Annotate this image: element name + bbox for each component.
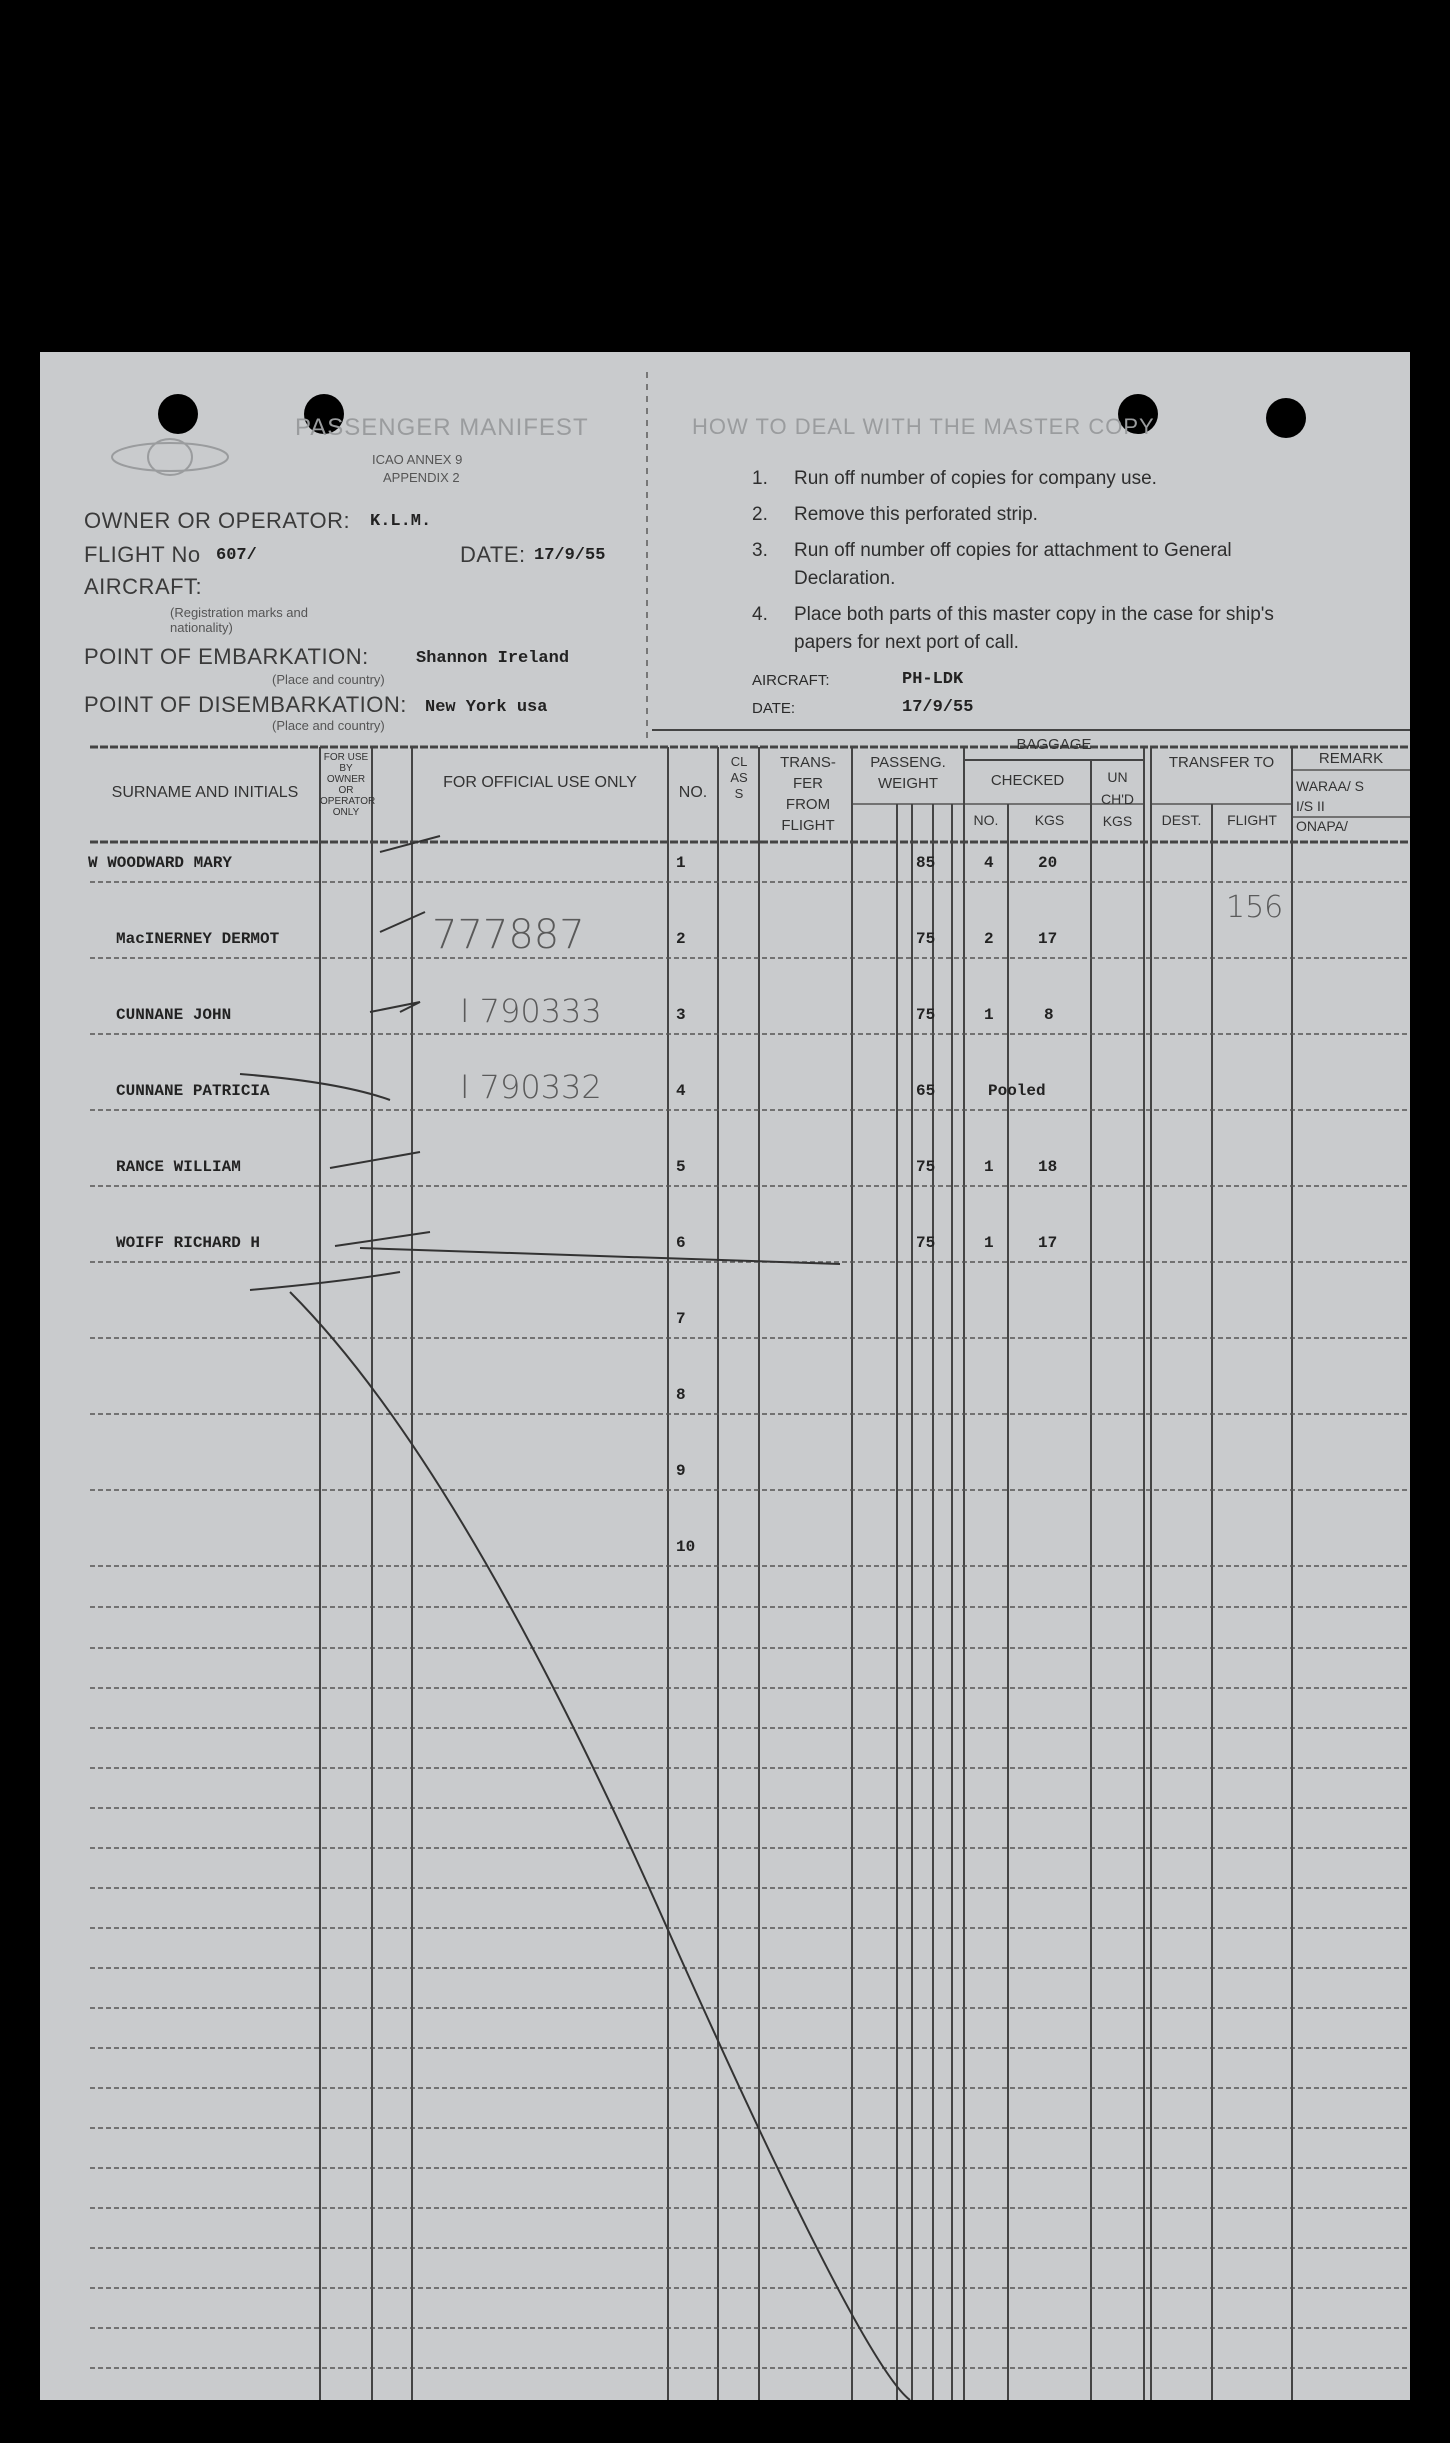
bag-count: 1 (984, 1006, 994, 1024)
col-owner-use: FOR USE BY OWNER OR OPERATOR ONLY (320, 752, 376, 818)
date-label: DATE: (460, 542, 526, 567)
manifest-sheet (40, 352, 1410, 2400)
col-weight: PASSENG. WEIGHT (870, 754, 946, 792)
instr-date-value: 17/9/55 (902, 698, 974, 717)
col-baggage: BAGGAGE (1016, 736, 1092, 753)
official-number: I 790332 (460, 1068, 602, 1106)
instruction-text: Place both parts of this master copy in the case for ship's (794, 604, 1274, 625)
passenger-weight: 75 (916, 930, 936, 948)
row-number: 2 (676, 930, 686, 948)
instruction-num: 3. (752, 540, 768, 561)
instruction-text: Declaration. (794, 568, 896, 589)
col-bag-no: NO. (973, 812, 999, 828)
bag-kgs: 17 (1038, 930, 1058, 948)
col-transfer-to: TRANSFER TO (1168, 754, 1275, 771)
bag-count: 1 (984, 1234, 994, 1252)
row-number: 3 (676, 1006, 686, 1024)
instruction-text: Remove this perforated strip. (794, 504, 1038, 525)
row-number: 8 (676, 1386, 686, 1404)
bag-kgs: 18 (1038, 1158, 1058, 1176)
instruction-text: Run off number of copies for company use. (794, 468, 1157, 489)
row-number: 9 (676, 1462, 686, 1480)
aircraft-label: AIRCRAFT: (84, 574, 203, 599)
col-transfer-from: TRANS- FER FROM FLIGHT (780, 754, 836, 834)
passenger-name: W WOODWARD MARY (88, 854, 233, 872)
owner-label: OWNER OR OPERATOR: (84, 508, 351, 533)
passenger-name: RANCE WILLIAM (116, 1158, 241, 1176)
bag-count: 2 (984, 930, 994, 948)
embark-value: Shannon Ireland (416, 649, 570, 668)
passenger-weight: 85 (916, 854, 936, 872)
row-number: 6 (676, 1234, 686, 1252)
bag-kgs: 8 (1044, 1006, 1054, 1024)
transfer-flight: 156 (1226, 890, 1284, 925)
row-number: 7 (676, 1310, 686, 1328)
col-flight: FLIGHT (1227, 812, 1277, 828)
instr-aircraft-value: PH-LDK (902, 670, 964, 689)
row-number: 4 (676, 1082, 686, 1100)
passenger-name: WOIFF RICHARD H (116, 1234, 261, 1252)
instruction-num: 4. (752, 604, 768, 625)
bag-count: 4 (984, 854, 994, 872)
col-unchecked: UN CH'D KGS (1100, 769, 1134, 829)
disembark-note: (Place and country) (272, 718, 385, 733)
col-checked: CHECKED (990, 772, 1065, 789)
passenger-weight: 65 (916, 1082, 936, 1100)
passenger-name: CUNNANE JOHN (116, 1006, 232, 1024)
instruction-num: 1. (752, 468, 768, 489)
disembark-value: New York usa (425, 698, 548, 717)
bag-count: Pooled (988, 1082, 1046, 1100)
official-number: 777887 (432, 912, 585, 958)
aircraft-note: (Registration marks and nationality) (170, 605, 308, 635)
form-annex: ICAO ANNEX 9 (372, 452, 463, 467)
col-dest: DEST. (1161, 812, 1202, 828)
disembark-label: POINT OF DISEMBARKATION: (84, 692, 407, 717)
instruction-num: 2. (752, 504, 768, 525)
col-remarks: REMARK (1318, 750, 1384, 767)
instr-date-label: DATE: (752, 700, 796, 717)
official-number: I 790333 (460, 992, 602, 1030)
instruction-text: Run off number off copies for attachment to General (794, 540, 1232, 561)
instruction-text: papers for next port of call. (794, 632, 1019, 653)
embark-note: (Place and country) (272, 672, 385, 687)
col-official: FOR OFFICIAL USE ONLY (443, 774, 637, 791)
passenger-weight: 75 (916, 1006, 936, 1024)
instructions-heading: HOW TO DEAL WITH THE MASTER COPY (692, 414, 1155, 439)
passenger-weight: 75 (916, 1234, 936, 1252)
airline-logo (112, 439, 228, 475)
embark-label: POINT OF EMBARKATION: (84, 644, 369, 669)
passenger-name: CUNNANE PATRICIA (116, 1082, 270, 1100)
instr-aircraft-label: AIRCRAFT: (752, 672, 830, 689)
col-remarks-sub: WARAA/ S I/S II ONAPA/ (1296, 778, 1364, 834)
flight-value: 607/ (216, 546, 257, 565)
col-no: NO. (678, 784, 708, 801)
col-surname: SURNAME AND INITIALS (111, 784, 299, 801)
form-appendix: APPENDIX 2 (383, 470, 460, 485)
col-class: CLASS (730, 754, 748, 801)
passenger-weight: 75 (916, 1158, 936, 1176)
bag-kgs: 20 (1038, 854, 1058, 872)
col-kgs: KGS (1034, 812, 1065, 828)
flight-label: FLIGHT No (84, 542, 201, 567)
date-value: 17/9/55 (534, 546, 606, 565)
row-number: 1 (676, 854, 686, 872)
row-number: 10 (676, 1538, 696, 1556)
row-number: 5 (676, 1158, 686, 1176)
passenger-name: MacINERNEY DERMOT (116, 930, 280, 948)
form-title: PASSENGER MANIFEST (295, 414, 589, 441)
bag-kgs: 17 (1038, 1234, 1058, 1252)
owner-value: K.L.M. (370, 512, 432, 531)
bag-count: 1 (984, 1158, 994, 1176)
